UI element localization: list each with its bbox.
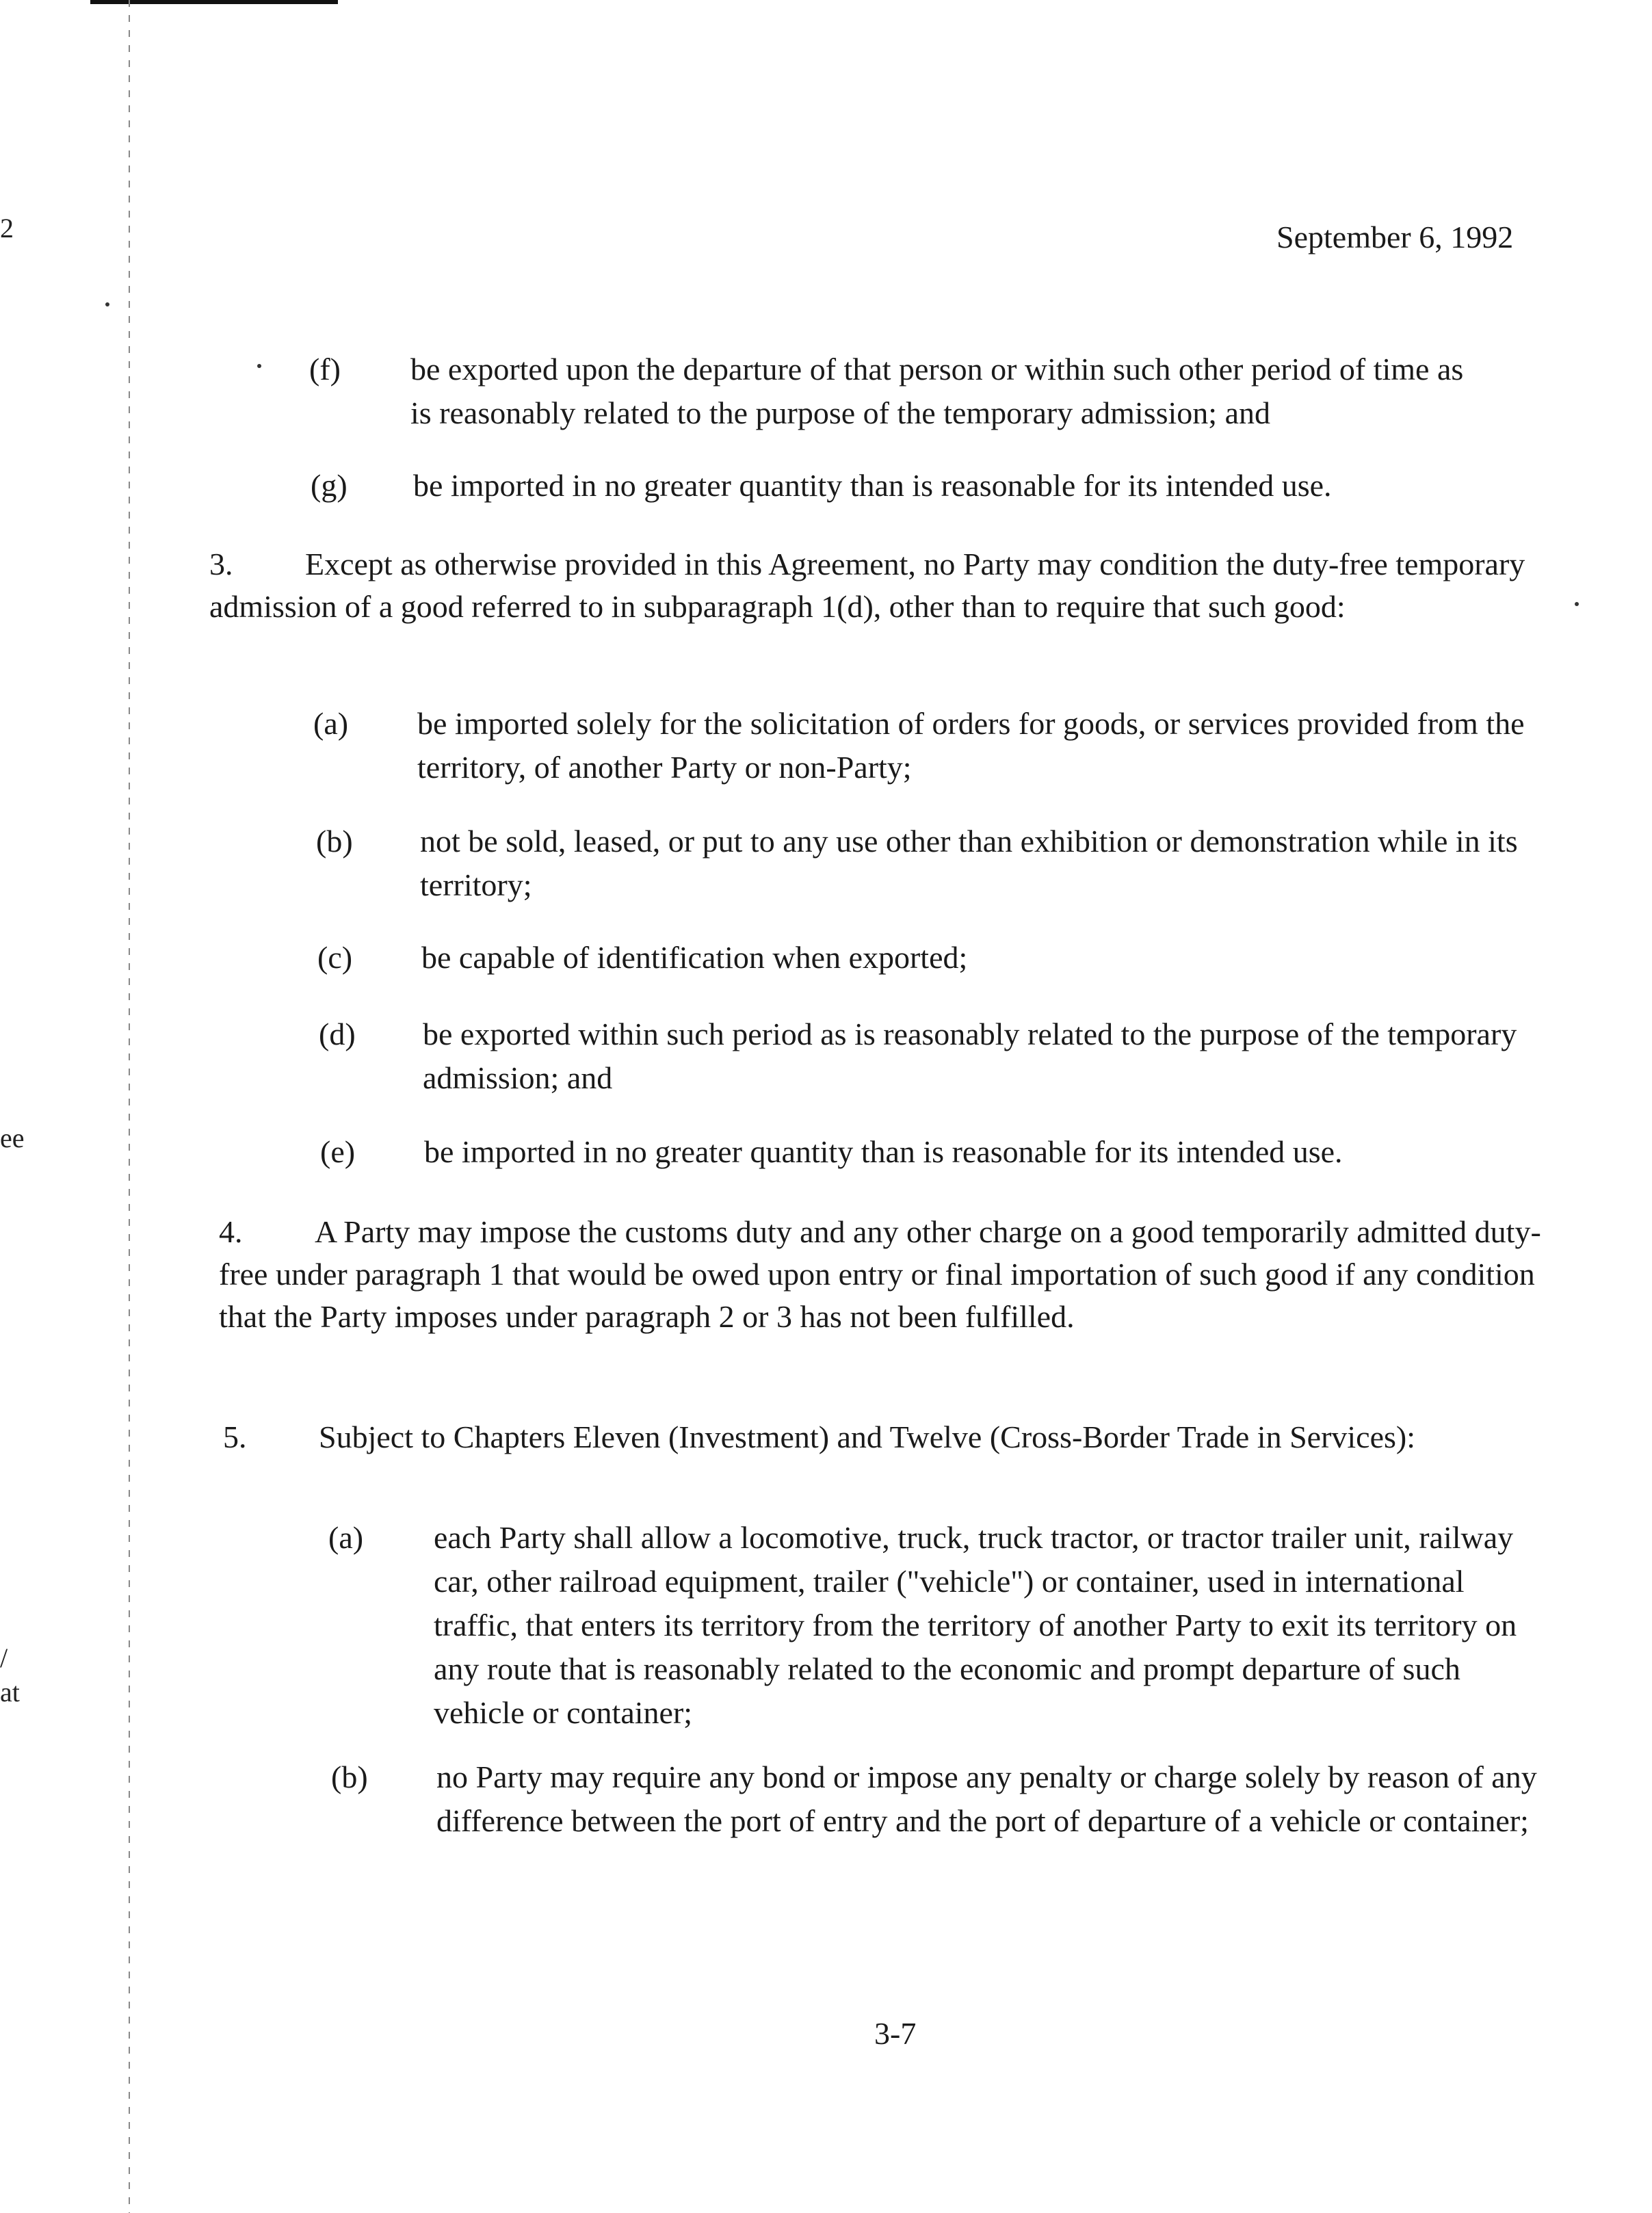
paragraph-number: 5. xyxy=(223,1419,247,1454)
paragraph-3 xyxy=(209,543,1550,628)
item-text: be imported in no greater quantity than is reasonable for its intended use. xyxy=(413,468,1332,503)
paragraph-number: 4. xyxy=(219,1214,243,1249)
margin-fragment: / xyxy=(0,1642,8,1673)
item-label: (e) xyxy=(320,1134,356,1169)
paragraph-4 xyxy=(219,1211,1546,1338)
binding-edge xyxy=(129,0,130,2213)
item-label: (b) xyxy=(316,824,353,859)
speck xyxy=(105,302,109,306)
list-item xyxy=(328,1516,1573,1735)
page-number: 3-7 xyxy=(874,2016,917,2051)
scan-top-bar xyxy=(90,0,338,4)
list-item xyxy=(313,702,1558,798)
paragraph-number: 3. xyxy=(209,547,233,581)
item-text: be capable of identification when exported; xyxy=(421,940,968,975)
paragraph-5 xyxy=(223,1416,1523,1458)
list-item xyxy=(309,348,1540,443)
paragraph-text: Except as otherwise provided in this Agreement, no Party may condition the duty-free temporary admission of a good referred to in subparagraph 1(d), other than to require that such good: xyxy=(209,547,1525,624)
item-label: (g) xyxy=(311,468,348,503)
item-text: no Party may require any bond or impose any penalty or charge solely by reason of any difference between the port of entry and the port of departure of a vehicle or container; xyxy=(436,1759,1537,1838)
speck xyxy=(257,364,261,368)
list-item xyxy=(319,1012,1564,1108)
list-item xyxy=(317,936,1562,984)
item-label: (f) xyxy=(309,352,341,387)
item-label: (a) xyxy=(313,706,349,741)
item-text: be exported within such period as is reasonably related to the purpose of the temporary admission; and xyxy=(423,1017,1517,1095)
margin-fragment: 2 xyxy=(0,213,14,244)
list-item xyxy=(331,1755,1576,1892)
item-text: be imported solely for the solicitation of orders for goods, or services provided from the territory, of another Party or non-Party; xyxy=(417,706,1525,785)
header-date: September 6, 1992 xyxy=(1276,220,1514,254)
item-text: not be sold, leased, or put to any use other than exhibition or demonstration while in its territory; xyxy=(420,824,1518,902)
item-label: (c) xyxy=(317,940,353,975)
item-label: (b) xyxy=(331,1759,368,1794)
item-label: (d) xyxy=(319,1017,356,1051)
paragraph-text: A Party may impose the customs duty and any other charge on a good temporarily admitted duty-free under paragraph 1 that would be owed upon entry or final importation of such good if any condition that the Party imposes under paragraph 2 or 3 has not been fulfilled. xyxy=(219,1214,1541,1334)
list-item xyxy=(320,1130,1565,1178)
item-text: be imported in no greater quantity than is reasonable for its intended use. xyxy=(424,1134,1343,1169)
margin-fragment: ee xyxy=(0,1123,25,1153)
list-item xyxy=(316,820,1561,915)
item-text: each Party shall allow a locomotive, truck, truck tractor, or tractor trailer unit, railway car, other railroad equipment, trailer ("vehicle") or container, used in international traffic, that enters its territory from the territory of another Party to exit its territory on any route that is reasonably related to the economic and prompt departure of such vehicle or container; xyxy=(434,1520,1517,1730)
item-label: (a) xyxy=(328,1520,364,1555)
speck xyxy=(1575,602,1579,606)
item-text: be exported upon the departure of that person or within such other period of time as is reasonably related to the purpose of the temporary admission; and xyxy=(410,352,1464,430)
list-item xyxy=(311,464,1542,512)
margin-fragment: at xyxy=(0,1677,20,1707)
paragraph-text: Subject to Chapters Eleven (Investment) and Twelve (Cross-Border Trade in Services): xyxy=(319,1419,1416,1454)
